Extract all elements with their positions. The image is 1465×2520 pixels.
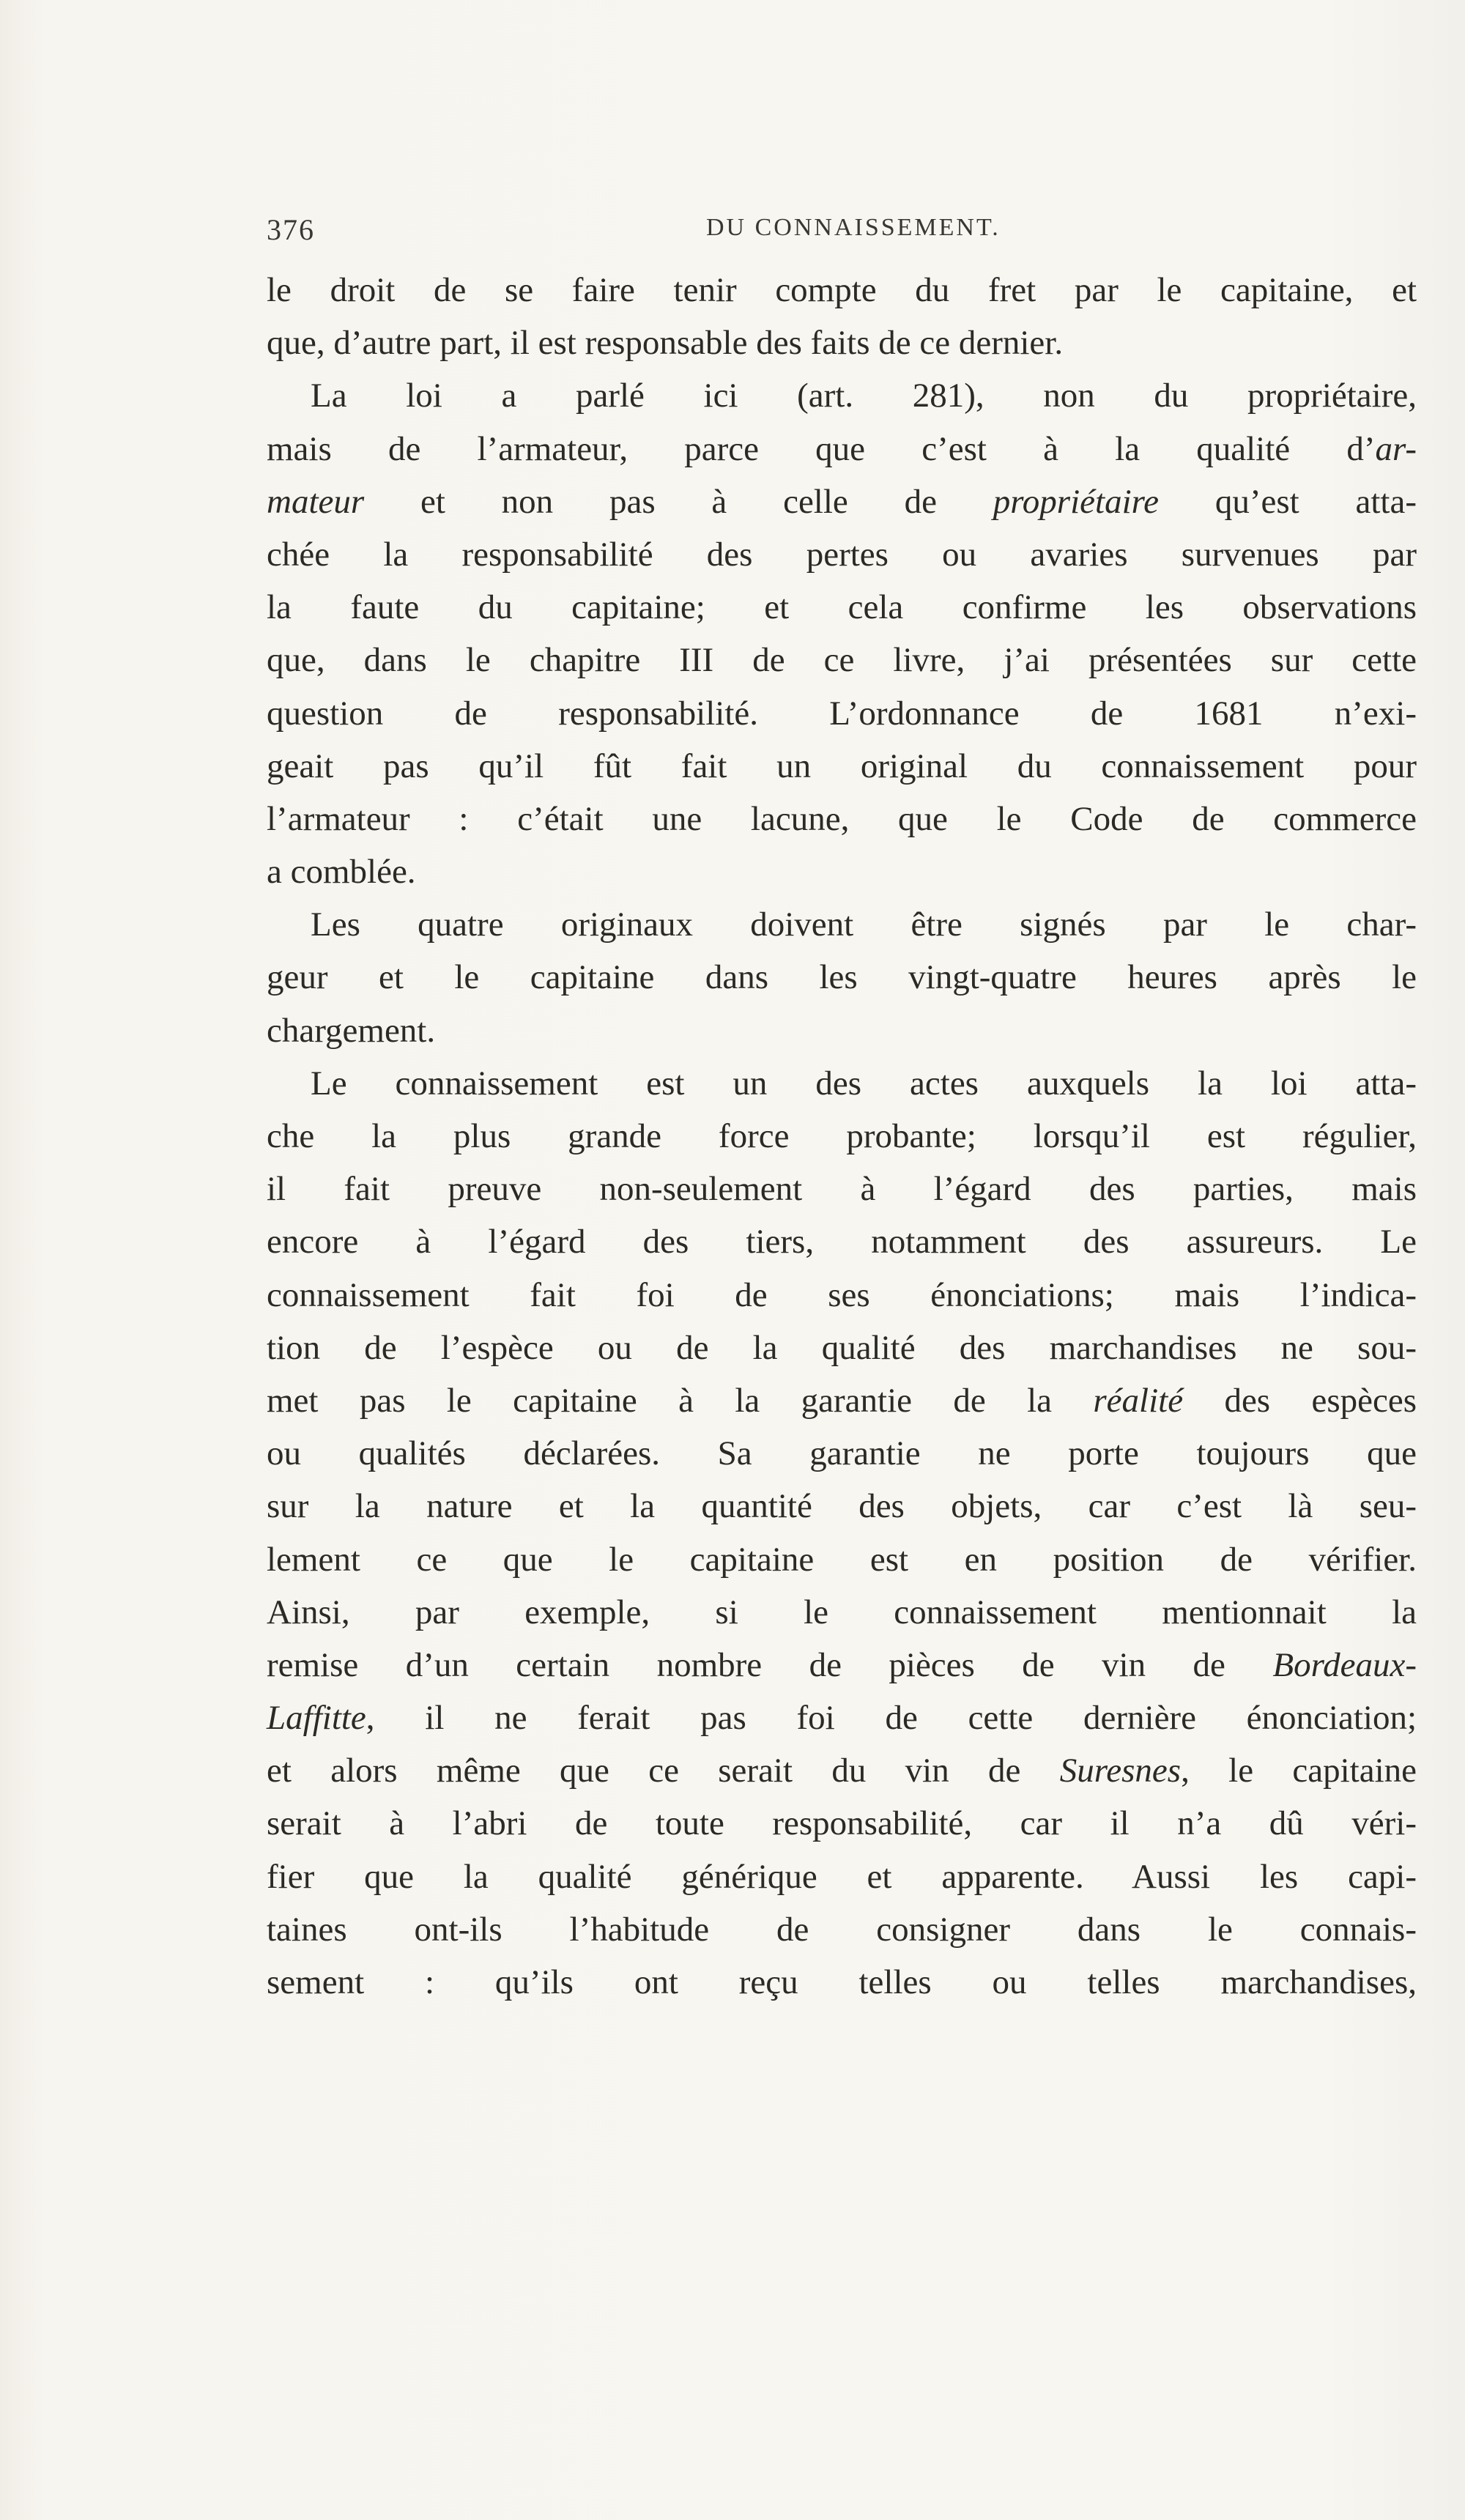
text-line [267,1533,1417,1586]
text-run: tion de l’espèce ou de la qualité des marchandises ne sou- [267,1328,1417,1367]
text-run: fier que la qualité générique et apparente. Aussi les capi- [267,1857,1417,1896]
text-run: chargement. [267,1011,436,1050]
text-line [267,634,1417,686]
text-run: question de responsabilité. L’ordonnance de 1681 n’exi- [267,694,1417,733]
text-line [267,1850,1417,1903]
italic-text: mateur [267,482,365,521]
text-line [267,316,1417,369]
text-run: , le capitaine [1181,1752,1417,1790]
text-run: lement ce que le capitaine est en position de vérifier. [267,1540,1417,1579]
italic-text: Bordeaux- [1272,1645,1417,1684]
text-line [267,1004,1417,1057]
text-run: , il ne ferait pas foi de cette dernière énonciation; [366,1699,1417,1738]
running-title: DU CONNAISSEMENT. [706,214,1001,241]
text-line [267,1269,1417,1322]
text-line [267,740,1417,793]
text-run: Les quatre originaux doivent être signés par le char- [311,905,1417,944]
text-run: et non pas à celle de [364,482,993,521]
text-run: il fait preuve non-seulement à l’égard des parties, mais [267,1170,1417,1209]
page-number: 376 [267,213,315,246]
text-run: que, d’autre part, il est responsable des faits de ce dernier. [267,324,1064,363]
text-line [267,1586,1417,1639]
text-line [267,1744,1417,1797]
italic-text: réalité [1093,1381,1184,1420]
text-line [267,423,1417,475]
text-line [267,475,1417,528]
text-run: encore à l’égard des tiers, notamment des assureurs. Le [267,1223,1417,1261]
text-run: met pas le capitaine à la garantie de la [267,1381,1094,1420]
text-line [267,1956,1417,2009]
text-run: et alors même que ce serait du vin de [267,1752,1060,1790]
text-run: l’armateur : c’était une lacune, que le Code de commerce [267,799,1417,838]
text-run: que, dans le chapitre III de ce livre, j’ai présentées sur cette [267,641,1417,680]
text-line [267,1110,1417,1163]
text-line [267,1163,1417,1215]
text-run: remise d’un certain nombre de pièces de vin de [267,1645,1273,1684]
text-line [267,845,1417,898]
text-run: serait à l’abri de toute responsabilité, car il n’a dû véri- [267,1804,1417,1843]
italic-text: propriétaire [993,482,1160,521]
text-line [267,1691,1417,1744]
text-run: la faute du capitaine; et cela confirme les observations [267,588,1417,627]
italic-text: Suresnes [1059,1752,1182,1790]
text-line [267,369,1417,422]
text-line [267,1797,1417,1850]
text-line [267,1322,1417,1374]
text-line [267,687,1417,740]
text-line [267,1057,1417,1110]
text-run: ou qualités déclarées. Sa garantie ne porte toujours que [267,1434,1417,1473]
italic-text: Laffitte [267,1699,366,1738]
text-line [267,1427,1417,1480]
text-run: qu’est atta- [1159,482,1417,521]
page-header [267,212,1417,256]
text-line [267,581,1417,634]
text-line [267,793,1417,845]
text-run: chée la responsabilité des pertes ou avaries survenues par [267,535,1417,574]
text-run: connaissement fait foi de ses énonciations; mais l’indica- [267,1275,1417,1314]
text-line [267,1215,1417,1268]
text-run: sur la nature et la quantité des objets, car c’est là seu- [267,1487,1417,1526]
text-run: taines ont-ils l’habitude de consigner dans le connais- [267,1910,1417,1949]
text-line [267,1480,1417,1533]
text-line [267,951,1417,1004]
text-line [267,898,1417,951]
text-run: La loi a parlé ici (art. 281), non du propriétaire, [311,377,1417,415]
text-line [267,1639,1417,1691]
text-line [267,264,1417,316]
text-line [267,528,1417,581]
text-run: le droit de se faire tenir compte du fret par le capitaine, et [267,271,1417,309]
text-run: geait pas qu’il fût fait un original du connaissement pour [267,746,1417,785]
text-run: che la plus grande force probante; lorsqu’il est régulier, [267,1117,1417,1155]
text-line [267,1374,1417,1427]
text-run: a comblée. [267,853,416,892]
text-line [267,1903,1417,1956]
text-run: Le connaissement est un des actes auxquels la loi atta- [311,1064,1417,1102]
text-run: des espèces [1183,1381,1417,1420]
text-run: geur et le capitaine dans les vingt-quatre heures après le [267,958,1417,997]
text-run: Ainsi, par exemple, si le connaissement mentionnait la [267,1593,1417,1631]
text-run: mais de l’armateur, parce que c’est à la qualité d’ [267,429,1376,468]
text-run: sement : qu’ils ont reçu telles ou telles marchandises, [267,1963,1417,2001]
body-text [267,264,1417,2009]
italic-text: ar- [1375,429,1417,468]
